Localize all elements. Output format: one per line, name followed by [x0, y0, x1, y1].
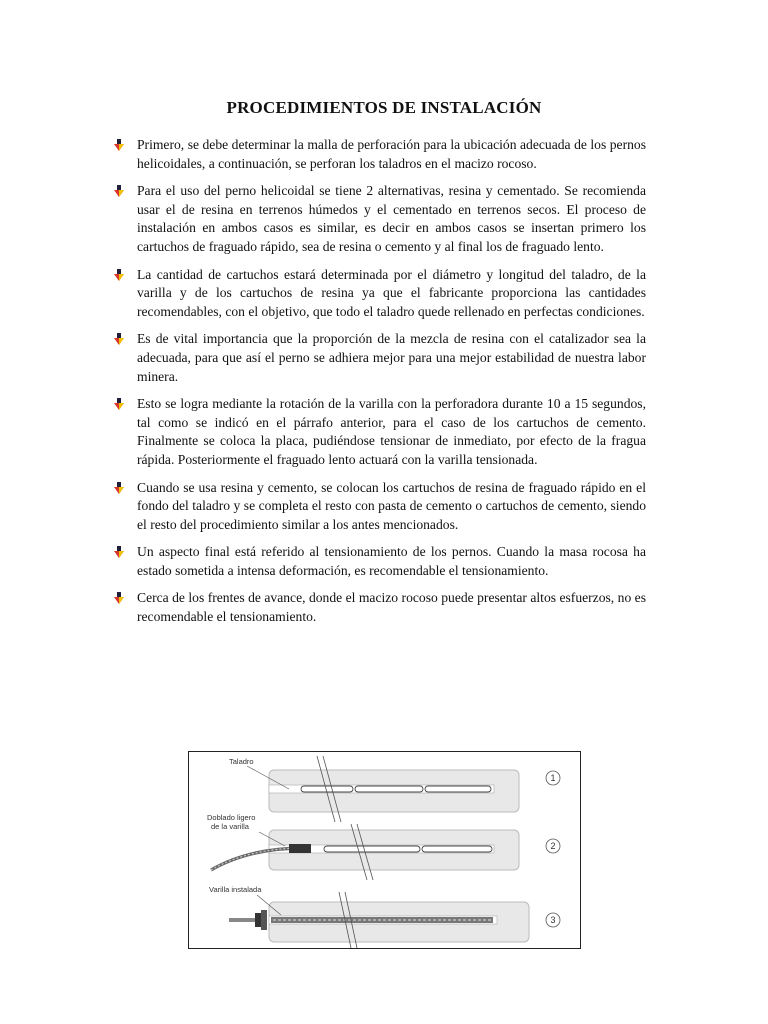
arrow-bullet-icon	[114, 482, 126, 494]
arrow-bullet-icon	[114, 546, 126, 558]
arrow-bullet-icon	[114, 592, 126, 604]
paragraph-text: La cantidad de cartuchos estará determinada por el diámetro y longitud del taladro, de la varilla y de los cartuchos de resina ya que el fabricante proporciona las cantidades recomendables, con el objetivo, que todo el taladro quede rellenado en perfectas condiciones.	[137, 266, 646, 319]
label-doblado-line1: Doblado ligero	[207, 813, 256, 822]
label-taladro: Taladro	[229, 757, 254, 766]
list-item	[114, 182, 646, 256]
cartridge	[324, 846, 420, 852]
list-item	[114, 395, 646, 469]
list-item	[114, 330, 646, 386]
list-item	[114, 543, 646, 580]
paragraph-text: Cerca de los frentes de avance, donde el macizo rocoso puede presentar altos esfuerzos, no es recomendable el tensionamiento.	[137, 590, 646, 625]
label-doblado-line2: de la varilla	[211, 822, 249, 831]
paragraph-text: Es de vital importancia que la proporción de la mezcla de resina con el catalizador sea la adecuada, para que así el perno se adhiera mejor para una mejor estabilidad de nuestra labor minera.	[137, 331, 646, 384]
document-title: PROCEDIMIENTOS DE INSTALACIÓN	[226, 98, 542, 117]
step-3-diagram	[209, 885, 560, 942]
installation-figure	[188, 751, 581, 949]
bearing-plate	[261, 910, 267, 930]
list-item	[114, 266, 646, 322]
arrow-bullet-icon	[114, 185, 126, 197]
rod-end	[229, 918, 255, 922]
list-item	[114, 479, 646, 535]
step-2-diagram	[207, 813, 560, 870]
arrow-bullet-icon	[114, 398, 126, 410]
paragraph-list	[114, 136, 646, 636]
arrow-bullet-icon	[114, 269, 126, 281]
step-number: 2	[550, 841, 556, 851]
rod-tip	[289, 844, 311, 853]
label-varilla-instalada: Varilla instalada	[209, 885, 262, 894]
paragraph-text: Cuando se usa resina y cemento, se colocan los cartuchos de resina de fraguado rápido en el fondo del taladro y se completa el resto con pasta de cemento o cartuchos de cemento, siendo el resto del procedimiento similar a los antes mencionados.	[137, 479, 646, 532]
step-1-diagram	[229, 757, 560, 812]
cartridge	[422, 846, 492, 852]
step-number: 1	[550, 773, 556, 783]
step-number: 3	[550, 915, 556, 925]
paragraph-text: Un aspecto final está referido al tensionamiento de los pernos. Cuando la masa rocosa ha estado sometida a intensa deformación, es recomendable el tensionamiento.	[137, 544, 646, 578]
cartridge	[425, 786, 491, 792]
cartridge	[301, 786, 353, 792]
arrow-bullet-icon	[114, 333, 126, 345]
arrow-bullet-icon	[114, 139, 126, 151]
cartridge	[355, 786, 423, 792]
list-item	[114, 136, 646, 173]
list-item	[114, 589, 646, 626]
installation-diagram	[189, 752, 580, 948]
nut	[255, 913, 261, 927]
paragraph-text: Primero, se debe determinar la malla de perforación para la ubicación adecuada de los pernos helicoidales, a continuación, se perforan los taladros en el macizo rocoso.	[137, 137, 646, 171]
paragraph-text: Esto se logra mediante la rotación de la varilla con la perforadora durante 10 a 15 segundos, tal como se indicó en el párrafo anterior, para el caso de los cartuchos de cemento. Finalmente se coloca la placa, pudiéndose tensionar de inmediato, por efecto de la fragua rápida. Posteriormente el fraguado lento actuará con la varilla tensionada.	[137, 396, 646, 467]
paragraph-text: Para el uso del perno helicoidal se tiene 2 alternativas, resina y cementado. Se recomienda usar el de resina en terrenos húmedos y el cementado en terrenos secos. El proceso de instalación en ambos casos es similar, es decir en ambos casos se insertan primero los cartuchos de fraguado rápido, sea de resina o cemento y al final los de fraguado lento.	[137, 183, 646, 254]
